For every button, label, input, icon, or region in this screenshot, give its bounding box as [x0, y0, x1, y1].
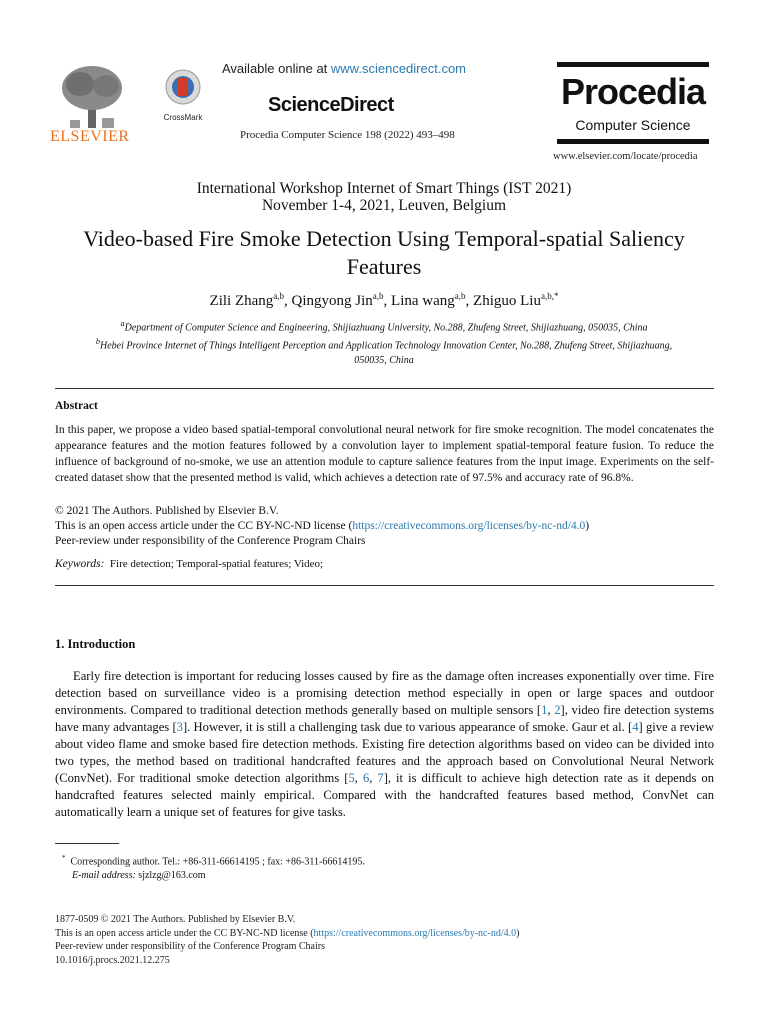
procedia-bottom-bar — [557, 139, 709, 144]
author: Lina wang — [391, 293, 455, 309]
procedia-top-bar — [557, 62, 709, 67]
citation-link[interactable]: 7 — [377, 771, 384, 785]
procedia-subtitle: Computer Science — [575, 117, 691, 133]
divider — [55, 388, 714, 389]
procedia-url[interactable]: www.elsevier.com/locate/procedia — [553, 151, 698, 162]
footnote-divider — [55, 843, 119, 844]
citation-link[interactable]: 1 — [541, 703, 548, 717]
conference-info: International Workshop Internet of Smart Things (IST 2021) November 1-4, 2021, Leuven, Belgium — [196, 180, 572, 214]
citation-link[interactable]: 5 — [348, 771, 355, 785]
citation-link[interactable]: 4 — [632, 720, 639, 734]
introduction-paragraph: Early fire detection is important for reducing losses caused by fire as the damage often increases exponentially over time. Fire detection based on surveillance video is a promising detection method especially in open or large spaces and outdoor environments. Compared to traditional detection methods generally based on multiple sensors [1, 2], video fire detection systems have many advantages [3]. However, it is still a challenging task due to various appearance of smoke. Gaur et al. [4] give a review about video flame and smoke based fire detection methods. Existing fire detection algorithms based on video can be divided into two types, the method based on traditional handcrafted features and the approach based on Convolutional Neural Network (ConvNet). For traditional smoke detection algorithms [5, 6, 7], it is difficult to achieve high detection rate as it depends on handcrafted features selected mainly empirical. Compared with the handcrafted features based method, ConvNet can automatically learn a unique set of features for give tasks. — [55, 669, 714, 819]
footnote: * Corresponding author. Tel.: +86-311-66614195 ; fax: +86-311-66614195. E-mail address: sjzlzg@163.com — [62, 854, 365, 882]
crossmark-badge[interactable] — [160, 68, 206, 120]
available-online: Available online at www.sciencedirect.com — [222, 61, 467, 76]
abstract-heading: Abstract — [55, 400, 98, 412]
author-list: Zili Zhang$^{a,b}$, Qingyong Jin$^{a,b}$, Lina wang$^{a,b}$, Zhiguo Liu$^{a,b,*}$ — [209, 291, 559, 309]
license-link[interactable]: https://creativecommons.org/licenses/by-nc-nd/4.0 — [352, 520, 586, 532]
procedia-logo — [557, 62, 709, 144]
author: Zhiguo Liu — [473, 293, 541, 309]
sciencedirect-link[interactable]: www.sciencedirect.com — [330, 61, 467, 76]
abstract-text: In this paper, we propose a video based spatial-temporal convolutional neural network for fire smoke recognition. The model concatenates the appearance features and the motion features followed by a convolution layer to implement spatial-temporal feature fusion. To reduce the influence of background of no-smoke, we use an attention module to capture salience features from the input image. Experiments on the self-created dataset show that the presented method is valid, which achieves a detection rate of 97.5% and accuracy rate of 96.8%. — [55, 424, 714, 484]
citation-link[interactable]: 3 — [176, 720, 183, 734]
paper-title: Video-based Fire Smoke Detection Using Temporal-spatial Saliency Features — [83, 226, 685, 279]
crossmark-icon — [164, 68, 202, 106]
doi[interactable]: 10.1016/j.procs.2021.12.275 — [55, 954, 170, 966]
divider — [55, 585, 714, 586]
citation-link[interactable]: 2 — [554, 703, 561, 717]
affiliation-b: $^b$Hebei Province Internet of Things Intelligent Perception and Application Technology Innovation Center, No.288, Zhufeng Street, Shijiazhuang, 050035, China — [95, 337, 673, 367]
citation-link[interactable]: 6 — [362, 771, 370, 785]
sciencedirect-logo: ScienceDirect — [268, 94, 394, 116]
email[interactable]: sjzlzg@163.com — [138, 870, 206, 882]
affiliation-a: $^a$Department of Computer Science and Engineering, Shijiazhuang University, No.288, Zhufeng Street, Shijiazhuang, 050035, China — [120, 319, 648, 334]
elsevier-wordmark: ELSEVIER — [50, 128, 130, 145]
journal-reference: Procedia Computer Science 198 (2022) 493–498 — [240, 129, 455, 141]
license-link[interactable]: https://creativecommons.org/licenses/by-nc-nd/4.0 — [313, 927, 517, 939]
author: Zili Zhang — [209, 293, 274, 309]
bottom-matter: 1877-0509 © 2021 The Authors. Published by Elsevier B.V. This is an open access article under the CC BY-NC-ND license (https://creativecommons.org/licenses/by-nc-nd/4.0) Peer-review under responsibility of the Conference Program Chairs 10.1016/j.procs.2021.12.275 — [55, 914, 520, 966]
keywords: Keywords: Fire detection; Temporal-spatial features; Video; — [55, 558, 324, 570]
procedia-title: Procedia — [560, 71, 706, 112]
crossmark-label: CrossMark — [163, 113, 203, 122]
section-heading: 1. Introduction — [55, 637, 136, 651]
author: Qingyong Jin — [291, 293, 373, 309]
elsevier-logo — [52, 62, 132, 148]
abstract-copyright: © 2021 The Authors. Published by Elsevier B.V. This is an open access article under the CC BY-NC-ND license (https://creativecommons.org/licenses/by-nc-nd/4.0) Peer-review under responsibility of the Conference Program Chairs — [55, 505, 590, 547]
